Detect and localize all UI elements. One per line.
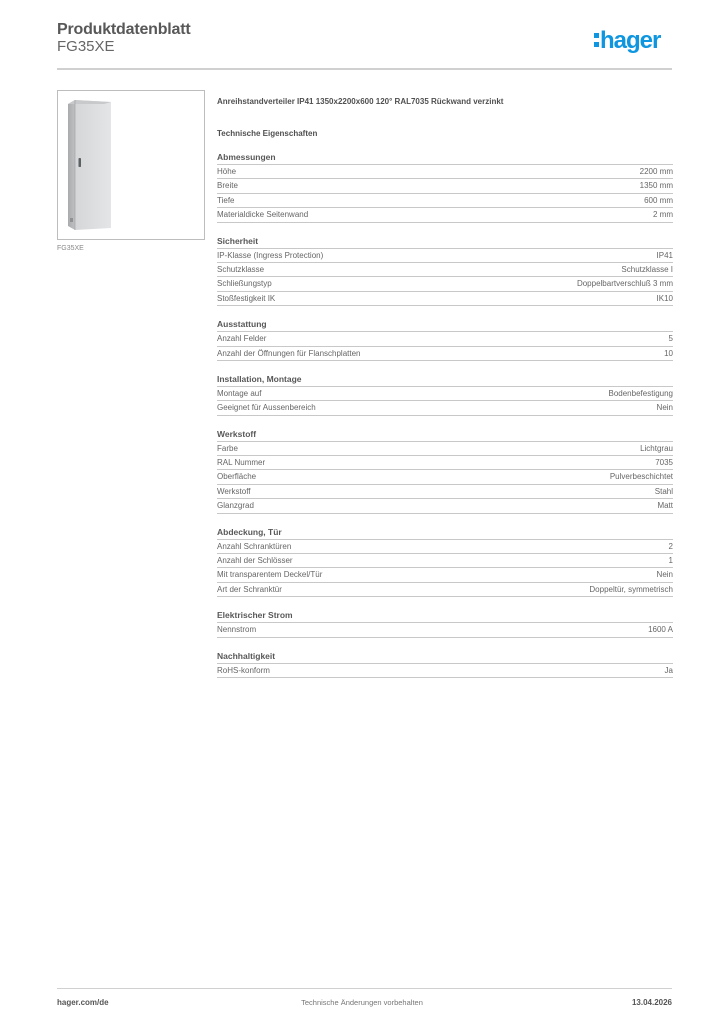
section-title: Ausstattung	[217, 319, 673, 332]
spec-value: 1350 mm	[639, 181, 673, 191]
spec-row	[217, 583, 673, 597]
spec-row	[217, 442, 673, 456]
spec-label: Oberfläche	[217, 472, 257, 482]
spec-sections	[217, 152, 673, 678]
footer-divider	[57, 988, 672, 989]
product-image-frame	[57, 90, 205, 240]
spec-row	[217, 347, 673, 361]
spec-value: 5	[668, 334, 673, 344]
logo-colon-icon	[594, 33, 599, 47]
product-description: Anreihstandverteiler IP41 1350x2200x600 120° RAL7035 Rückwand verzinkt	[217, 97, 504, 106]
spec-label: Tiefe	[217, 195, 235, 205]
spec-label: Anzahl Felder	[217, 334, 267, 344]
spec-value: 2200 mm	[639, 167, 673, 176]
spec-value: Doppelbartverschluß 3 mm	[576, 279, 673, 289]
product-details	[217, 96, 673, 678]
spec-value: 1	[668, 556, 673, 566]
spec-label: RoHS-konform	[217, 665, 270, 675]
spec-value: Pulverbeschichtet	[609, 472, 673, 482]
section-title: Werkstoff	[217, 429, 673, 442]
spec-label: Glanzgrad	[217, 501, 254, 511]
spec-value: IK10	[656, 293, 673, 303]
spec-row	[217, 568, 673, 582]
spec-row	[217, 249, 673, 263]
spec-label: Nennstrom	[217, 625, 257, 635]
footer-notice: Technische Änderungen vorbehalten	[301, 998, 423, 1007]
product-code: FG35XE	[57, 38, 115, 55]
spec-row	[217, 623, 673, 637]
spec-section	[217, 527, 673, 598]
spec-label: Materialdicke Seitenwand	[217, 210, 309, 220]
spec-value: Lichtgrau	[640, 443, 673, 453]
spec-label: Montage auf	[217, 388, 262, 398]
spec-label: Geeignet für Aussenbereich	[217, 403, 316, 413]
spec-value: Bodenbefestigung	[608, 388, 673, 398]
spec-row	[217, 277, 673, 291]
spec-value: Ja	[664, 665, 673, 675]
section-title: Abmessungen	[217, 152, 673, 165]
spec-row	[217, 292, 673, 306]
spec-value: Nein	[656, 403, 673, 413]
spec-row	[217, 499, 673, 513]
spec-row	[217, 165, 673, 179]
spec-section	[217, 152, 673, 223]
page-title: Produktdatenblatt	[57, 21, 191, 38]
section-title: Abdeckung, Tür	[217, 527, 673, 540]
hager-logo	[594, 27, 660, 55]
spec-section	[217, 319, 673, 361]
spec-label: Anzahl der Öffnungen für Flanschplatten	[217, 348, 361, 358]
spec-label: Schutzklasse	[217, 264, 265, 274]
spec-label: RAL Nummer	[217, 458, 266, 468]
logo-text: hager	[600, 27, 661, 54]
spec-value: IP41	[656, 250, 673, 260]
spec-label: Farbe	[217, 443, 238, 453]
spec-label: Breite	[217, 181, 238, 191]
spec-section	[217, 429, 673, 514]
technical-properties-heading: Technische Eigenschaften	[217, 129, 318, 138]
spec-label: IP-Klasse (Ingress Protection)	[217, 250, 324, 260]
spec-value: Stahl	[654, 486, 673, 496]
spec-value: Doppeltür, symmetrisch	[589, 584, 673, 594]
section-title: Elektrischer Strom	[217, 610, 673, 623]
spec-value: Matt	[657, 501, 673, 511]
footer-website-link[interactable]: hager.com/de	[57, 998, 109, 1007]
spec-value: 2	[668, 541, 673, 551]
spec-value: 10	[664, 348, 673, 358]
spec-section	[217, 236, 673, 307]
spec-label: Anzahl Schranktüren	[217, 541, 292, 551]
header-divider	[57, 68, 672, 70]
spec-section	[217, 651, 673, 678]
spec-section	[217, 374, 673, 416]
spec-label: Stoßfestigkeit IK	[217, 293, 276, 303]
spec-row	[217, 554, 673, 568]
spec-row	[217, 456, 673, 470]
spec-row	[217, 664, 673, 678]
spec-label: Schließungstyp	[217, 279, 272, 289]
spec-label: Werkstoff	[217, 486, 251, 496]
image-caption: FG35XE	[57, 245, 84, 252]
spec-value: 2 mm	[653, 210, 673, 220]
spec-row	[217, 332, 673, 346]
spec-label: Höhe	[217, 167, 237, 176]
spec-label: Anzahl der Schlösser	[217, 556, 293, 566]
spec-row	[217, 208, 673, 222]
spec-section	[217, 610, 673, 637]
spec-value: 600 mm	[644, 195, 673, 205]
spec-row	[217, 470, 673, 484]
section-title: Nachhaltigkeit	[217, 651, 673, 664]
spec-value: Schutzklasse I	[621, 264, 673, 274]
spec-label: Mit transparentem Deckel/Tür	[217, 570, 323, 580]
spec-row	[217, 387, 673, 401]
spec-row	[217, 401, 673, 415]
spec-value: 7035	[655, 458, 673, 468]
spec-value: 1600 A	[648, 625, 673, 635]
spec-row	[217, 485, 673, 499]
section-title: Sicherheit	[217, 236, 673, 249]
spec-row	[217, 540, 673, 554]
footer-date: 13.04.2026	[631, 998, 672, 1007]
spec-label: Art der Schranktür	[217, 584, 282, 594]
spec-row	[217, 194, 673, 208]
spec-row	[217, 179, 673, 193]
cabinet-image-icon	[66, 98, 112, 233]
spec-row	[217, 263, 673, 277]
section-title: Installation, Montage	[217, 374, 673, 387]
spec-value: Nein	[656, 570, 673, 580]
